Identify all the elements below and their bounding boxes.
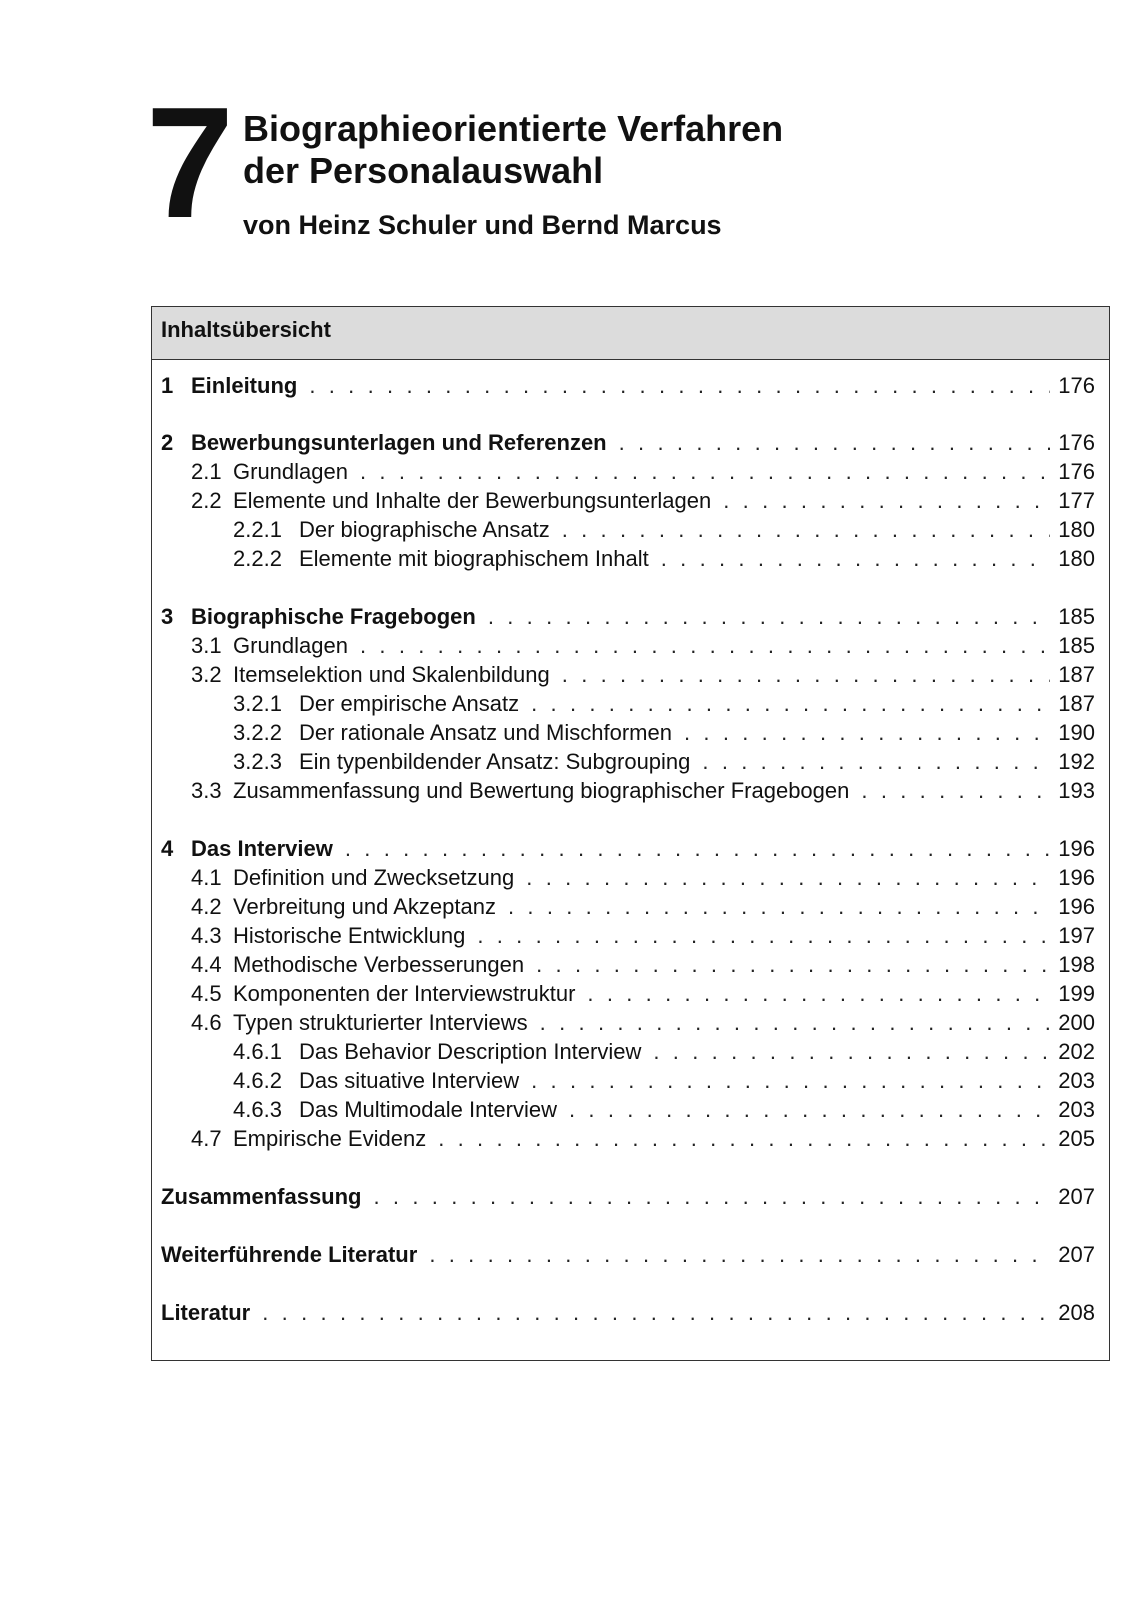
toc-dot-leader [360, 457, 1050, 487]
toc-entry-number: 4.5 [191, 981, 222, 1006]
toc-entry-title: Komponenten der Interviewstruktur [233, 981, 576, 1006]
toc-entry-number: 4.6 [191, 1010, 222, 1035]
toc-entry-title: Einleitung [191, 373, 298, 398]
toc-entry-title: Empirische Evidenz [233, 1126, 427, 1151]
toc-entry-references[interactable] [161, 1298, 1095, 1328]
toc-entry-subsubsection[interactable] [161, 689, 1095, 719]
chapter-title-line-1: Biographieorientierte Verfahren [243, 108, 784, 149]
toc-dot-leader [536, 950, 1050, 980]
toc-entry-subsubsection[interactable] [161, 1095, 1095, 1125]
toc-entry-subsubsection[interactable] [161, 1066, 1095, 1096]
toc-entry-title: Typen strukturierter Interviews [233, 1010, 528, 1035]
toc-dot-leader [562, 515, 1051, 545]
toc-entry-subsection[interactable] [161, 921, 1095, 951]
toc-dot-leader [531, 689, 1050, 719]
toc-entry-page: 180 [1058, 546, 1095, 571]
toc-entry-page: 192 [1058, 749, 1095, 774]
toc-entry-subsubsection[interactable] [161, 544, 1095, 574]
toc-dot-leader [309, 371, 1050, 401]
toc-entry-title: Der biographische Ansatz [299, 517, 550, 542]
toc-entry-summary[interactable] [161, 1182, 1095, 1212]
toc-entry-page: 207 [1058, 1184, 1095, 1209]
toc-entry-page: 203 [1058, 1097, 1095, 1122]
toc-entry-number: 1 [161, 373, 174, 398]
toc-entry-number: 3.2.3 [233, 749, 282, 774]
toc-entry-title: Verbreitung und Akzeptanz [233, 894, 496, 919]
toc-entry-number: 4.1 [191, 865, 222, 890]
toc-dot-leader [477, 921, 1050, 951]
toc-entry-page: 205 [1058, 1126, 1095, 1151]
toc-entry-subsection[interactable] [161, 631, 1095, 661]
toc-entry-page: 180 [1058, 517, 1095, 542]
toc-entry-number: 4 [161, 836, 174, 861]
toc-entry-page: 176 [1058, 459, 1095, 484]
toc-entry-number: 2.2.2 [233, 546, 282, 571]
toc-entry-section[interactable] [161, 371, 1095, 401]
toc-dot-leader [488, 602, 1050, 632]
toc-dot-leader [374, 1182, 1051, 1212]
toc-entry-page: 176 [1058, 430, 1095, 455]
toc-dot-leader [526, 863, 1050, 893]
toc-entry-subsection[interactable] [161, 1008, 1095, 1038]
toc-entry-number: 4.6.2 [233, 1068, 282, 1093]
toc-entry-number: 4.6.1 [233, 1039, 282, 1064]
toc-dot-leader [587, 979, 1050, 1009]
toc-entry-subsection[interactable] [161, 1124, 1095, 1154]
toc-entry-title: Grundlagen [233, 459, 348, 484]
toc-entry-number: 2.2.1 [233, 517, 282, 542]
toc-entry-page: 200 [1058, 1010, 1095, 1035]
chapter-title-line-2: der Personalauswahl [243, 150, 604, 191]
toc-entry-number: 4.2 [191, 894, 222, 919]
toc-entry-page: 202 [1058, 1039, 1095, 1064]
toc-entry-title: Das Multimodale Interview [299, 1097, 557, 1122]
toc-entry-subsection[interactable] [161, 486, 1095, 516]
toc-entry-page: 187 [1058, 691, 1095, 716]
toc-dot-leader [653, 1037, 1050, 1067]
toc-entry-title: Historische Entwicklung [233, 923, 466, 948]
toc-entry-title: Zusammenfassung [161, 1184, 362, 1209]
toc-entry-number: 3.2.2 [233, 720, 282, 745]
toc-dot-leader [562, 660, 1051, 690]
toc-dot-leader [702, 747, 1050, 777]
toc-entry-number: 3.3 [191, 778, 222, 803]
toc-dot-leader [661, 544, 1051, 574]
toc-entry-subsection[interactable] [161, 863, 1095, 893]
toc-dot-leader [684, 718, 1050, 748]
toc-entry-title: Zusammenfassung und Bewertung biographischer Fragebogen [233, 778, 850, 803]
toc-entry-title: Grundlagen [233, 633, 348, 658]
toc-entry-number: 4.7 [191, 1126, 222, 1151]
toc-entry-number: 4.4 [191, 952, 222, 977]
toc-entry-title: Methodische Verbesserungen [233, 952, 525, 977]
toc-entry-title: Bewerbungsunterlagen und Referenzen [191, 430, 607, 455]
toc-entry-title: Definition und Zwecksetzung [233, 865, 515, 890]
toc-dot-leader [345, 834, 1050, 864]
toc-entry-page: 185 [1058, 633, 1095, 658]
toc-entry-number: 3.2.1 [233, 691, 282, 716]
toc-entry-title: Elemente mit biographischem Inhalt [299, 546, 649, 571]
toc-entry-page: 197 [1058, 923, 1095, 948]
toc-dot-leader [360, 631, 1050, 661]
toc-entry-page: 196 [1058, 836, 1095, 861]
toc-entry-title: Elemente und Inhalte der Bewerbungsunterlagen [233, 488, 712, 513]
toc-dot-leader [429, 1240, 1050, 1270]
toc-entry-number: 2.2 [191, 488, 222, 513]
toc-entry-page: 176 [1058, 373, 1095, 398]
toc-entry-subsection[interactable] [161, 979, 1095, 1009]
toc-entry-title: Biographische Fragebogen [191, 604, 476, 629]
toc-entry-subsection[interactable] [161, 950, 1095, 980]
toc-entry-title: Literatur [161, 1300, 251, 1325]
toc-entry-number: 4.3 [191, 923, 222, 948]
toc-entry-page: 203 [1058, 1068, 1095, 1093]
toc-entry-title: Das Interview [191, 836, 333, 861]
toc-dot-leader [262, 1298, 1050, 1328]
toc-dot-leader [531, 1066, 1050, 1096]
toc-dot-leader [569, 1095, 1050, 1125]
toc-entry-title: Das Behavior Description Interview [299, 1039, 642, 1064]
toc-entry-title: Der empirische Ansatz [299, 691, 520, 716]
toc-entry-page: 177 [1058, 488, 1095, 513]
toc-dot-leader [723, 486, 1050, 516]
toc-entry-title: Der rationale Ansatz und Mischformen [299, 720, 672, 745]
toc-entry-title: Weiterführende Literatur [161, 1242, 418, 1267]
toc-entry-subsection[interactable] [161, 660, 1095, 690]
toc-dot-leader [861, 776, 1050, 806]
toc-dot-leader [438, 1124, 1050, 1154]
chapter-number: 7 [146, 75, 230, 251]
toc-entry-number: 2.1 [191, 459, 222, 484]
toc-entry-subsubsection[interactable] [161, 747, 1095, 777]
toc-entry-subsection[interactable] [161, 892, 1095, 922]
toc-entry-subsection[interactable] [161, 776, 1095, 806]
toc-heading: Inhaltsübersicht [152, 307, 1109, 360]
toc-entry-subsubsection[interactable] [161, 718, 1095, 748]
toc-entry-further-reading[interactable] [161, 1240, 1095, 1270]
toc-entry-page: 199 [1058, 981, 1095, 1006]
toc-entry-page: 193 [1058, 778, 1095, 803]
toc-entry-number: 3.2 [191, 662, 222, 687]
toc-entry-page: 196 [1058, 865, 1095, 890]
toc-dot-leader [619, 428, 1051, 458]
toc-entry-page: 207 [1058, 1242, 1095, 1267]
toc-entry-page: 208 [1058, 1300, 1095, 1325]
toc-entry-section[interactable] [161, 602, 1095, 632]
toc-entry-page: 190 [1058, 720, 1095, 745]
toc-entry-section[interactable] [161, 428, 1095, 458]
toc-entry-title: Itemselektion und Skalenbildung [233, 662, 550, 687]
toc-dot-leader [508, 892, 1050, 922]
toc-entry-title: Ein typenbildender Ansatz: Subgrouping [299, 749, 691, 774]
toc-entry-page: 187 [1058, 662, 1095, 687]
chapter-title [243, 108, 783, 192]
toc-entry-title: Das situative Interview [299, 1068, 520, 1093]
toc-box [151, 306, 1110, 1361]
chapter-authors: von Heinz Schuler und Bernd Marcus [243, 210, 722, 240]
toc-entry-number: 4.6.3 [233, 1097, 282, 1122]
toc-dot-leader [540, 1008, 1051, 1038]
toc-entry-page: 196 [1058, 894, 1095, 919]
toc-entry-page: 185 [1058, 604, 1095, 629]
toc-entry-page: 198 [1058, 952, 1095, 977]
toc-entry-number: 3 [161, 604, 174, 629]
toc-entry-subsubsection[interactable] [161, 1037, 1095, 1067]
toc-entry-section[interactable] [161, 834, 1095, 864]
toc-entry-number: 3.1 [191, 633, 222, 658]
toc-entry-subsection[interactable] [161, 457, 1095, 487]
toc-entry-number: 2 [161, 430, 174, 455]
toc-entry-subsubsection[interactable] [161, 515, 1095, 545]
